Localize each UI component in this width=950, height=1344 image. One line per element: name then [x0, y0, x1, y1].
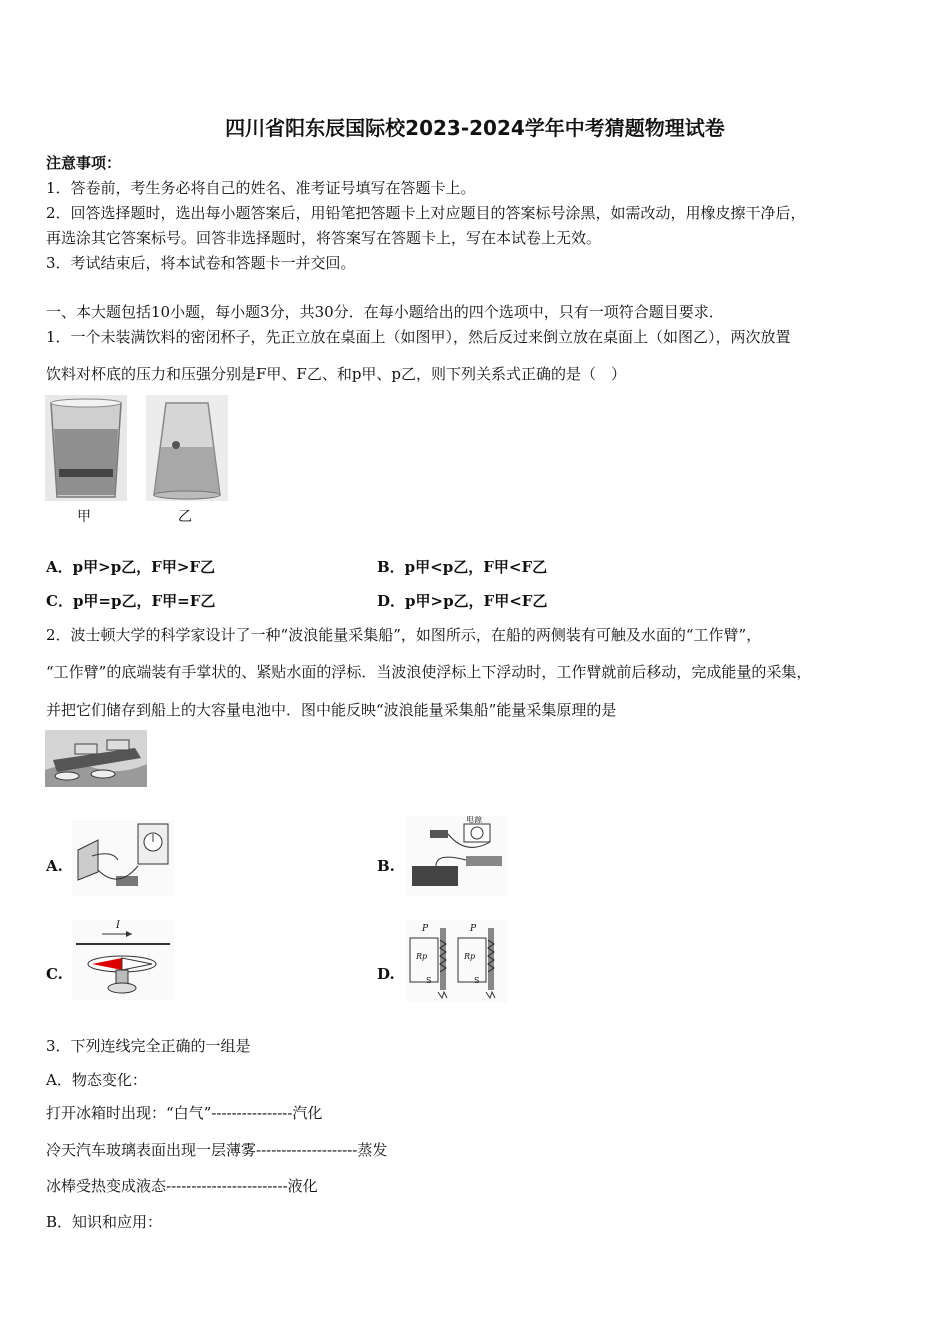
p-label-right: P — [470, 924, 477, 934]
notice-item-3: 3．考试结束后，将本试卷和答题卡一并交回。 — [46, 254, 356, 272]
motor-circuit-figure — [406, 816, 508, 896]
s-label-left: S — [426, 976, 432, 985]
q1-option-d: D．p甲>p乙，F甲<F乙 — [377, 592, 548, 610]
q3-option-a-item-2: 冷天汽车玻璃表面出现一层薄雾--------------------蒸发 — [46, 1141, 388, 1159]
notice-item-2: 2．回答选择题时，选出每小题答案后，用铅笔把答题卡上对应题目的答案标号涂黑，如需改动，用橡皮擦干净后， — [46, 204, 806, 222]
q2-option-c-label: C. — [46, 965, 63, 983]
p-label-left: P — [422, 924, 429, 934]
q3-option-a-item-3: 冰棒受热变成液态------------------------液化 — [46, 1177, 318, 1195]
q2-option-b-label: B. — [377, 857, 395, 875]
fig-label-yi: 乙 — [178, 509, 192, 525]
q3-stem: 3．下列连线完全正确的一组是 — [46, 1037, 251, 1055]
notice-item-1: 1．答卷前，考生务必将自己的姓名、准考证号填写在答题卡上。 — [46, 179, 476, 197]
q2-option-d-label: D. — [377, 965, 395, 983]
q1-option-b: B．p甲<p乙，F甲<F乙 — [377, 558, 548, 576]
fig-label-jia: 甲 — [77, 509, 91, 525]
section-1-heading: 一、本大题包括10小题，每小题3分，共30分．在每小题给出的四个选项中，只有一项符合题目要求． — [46, 303, 724, 321]
notice-item-2-cont: 再选涂其它答案标号。回答非选择题时，将答案写在答题卡上，写在本试卷上无效。 — [46, 229, 602, 247]
q3-option-a-heading: A．物态变化： — [46, 1071, 147, 1089]
q3-option-b-heading: B．知识和应用： — [46, 1213, 163, 1231]
q1-option-a: A．p甲>p乙，F甲>F乙 — [46, 558, 216, 576]
wave-energy-boat-figure — [45, 730, 147, 787]
page-title: 四川省阳东辰国际校2023-2024学年中考猜题物理试卷 — [225, 116, 725, 140]
rp-label-right: Rp — [464, 952, 476, 961]
current-label: I — [116, 920, 120, 931]
cup-jia-figure — [45, 395, 127, 501]
q1-stem-line1: 1．一个未装满饮料的密闭杯子，先正立放在桌面上（如图甲），然后反过来倒立放在桌面上（如图乙），两次放置 — [46, 328, 791, 346]
cup-yi-figure — [146, 395, 228, 501]
q2-option-a-label: A. — [46, 857, 63, 875]
q3-option-a-item-1: 打开冰箱时出现：“白气”----------------汽化 — [46, 1104, 323, 1122]
q2-stem-line1: 2．波士顿大学的科学家设计了一种“波浪能量采集船”，如图所示，在船的两侧装有可触及水面的“工作臂”， — [46, 626, 762, 644]
oersted-experiment-figure — [72, 920, 174, 1000]
notice-heading: 注意事项： — [46, 154, 122, 172]
power-label: 电源 — [466, 816, 482, 824]
q1-option-c: C．p甲=p乙，F甲=F乙 — [46, 592, 216, 610]
rp-label-left: Rp — [416, 952, 428, 961]
generator-galvanometer-figure — [72, 820, 174, 896]
q1-stem-line2: 饮料对杯底的压力和压强分别是F甲、F乙、和p甲、p乙，则下列关系式正确的是（ ） — [46, 365, 627, 383]
q2-stem-line2: “工作臂”的底端装有手掌状的、紧贴水面的浮标．当波浪使浮标上下浮动时，工作臂就前后移动，完成能量的采集， — [46, 663, 812, 681]
electromagnet-circuits-figure — [406, 920, 508, 1002]
q2-stem-line3: 并把它们储存到船上的大容量电池中．图中能反映“波浪能量采集船”能量采集原理的是 — [46, 701, 617, 719]
s-label-right: S — [474, 976, 480, 985]
